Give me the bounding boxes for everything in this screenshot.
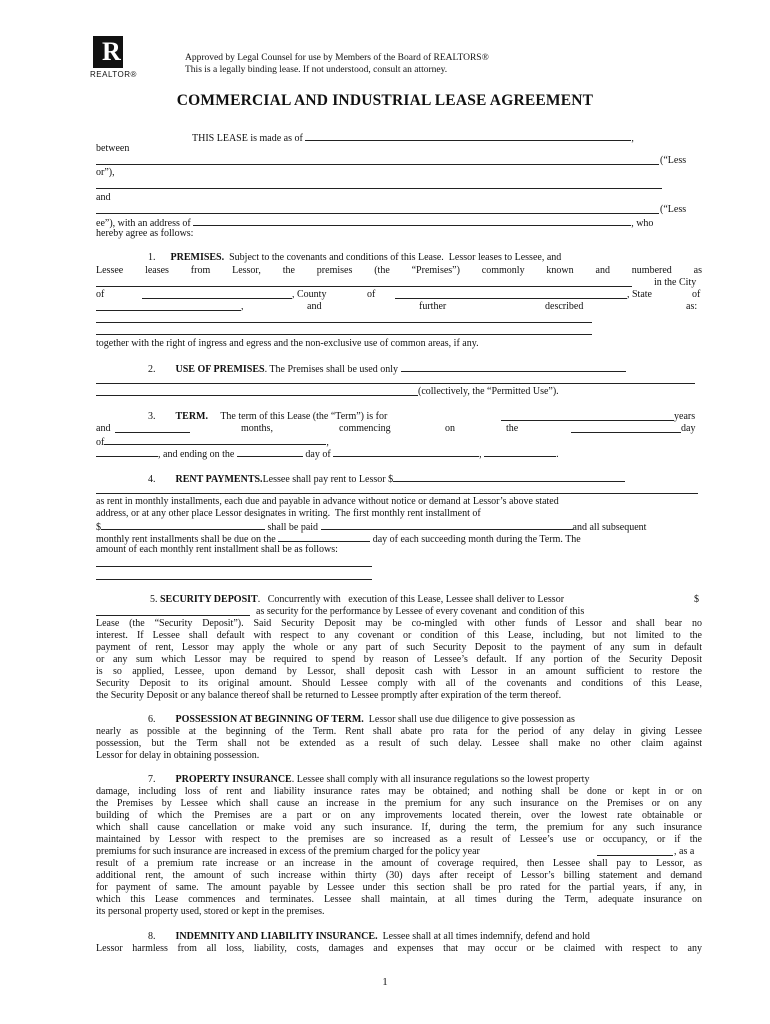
section-7-body-3: which shall cause cancellation or make void any such insurance. If, during the term, the premium for any such insurance xyxy=(96,822,702,833)
premises-description-blank-1[interactable] xyxy=(96,322,592,323)
use-blank-2[interactable] xyxy=(96,383,695,384)
as-word: as: xyxy=(686,301,698,312)
section-5-body-5: Security Deposit to its original amount. Should Lessee comply with all of the covenants and conditions of this Lease, xyxy=(96,678,702,689)
section-5-last: the Security Deposit or any balance thereof shall be returned to Lessee promptly after expiration of the term thereof. xyxy=(96,690,562,701)
section-4-l2: address, or at any other place Lessor designates in writing. The first monthly rent installment of xyxy=(96,508,481,519)
section-7-body2-0: result of a premium rate increase or an increase in the amount of coverage required, then Lessee shall pay to Lessor, as xyxy=(96,858,702,869)
end-month-blank[interactable] xyxy=(333,447,479,457)
section-7-body2-1: additional rent, the amount of such increase within thirty (30) days after receipt of Lessor’s billing statement and demand xyxy=(96,870,702,881)
approval-line-2: This is a legally binding lease. If not understood, consult an attorney. xyxy=(185,65,448,75)
together-line: together with the right of ingress and egress and the non-exclusive use of common areas, if any. xyxy=(96,338,479,349)
section-5-line: 5. SECURITY DEPOSIT. Concurrently with execution of this Lease, Lessee shall deliver to Lessor xyxy=(150,594,565,605)
and-label: and xyxy=(96,192,111,203)
lessee-quote: (“Less xyxy=(660,204,687,215)
section-7-line: 7. PROPERTY INSURANCE. Lessee shall comply with all insurance regulations so the lowest property xyxy=(148,774,590,785)
deposit-amount-blank[interactable] xyxy=(96,615,250,616)
end-year-blank[interactable] xyxy=(484,447,556,457)
commence-year-blank[interactable] xyxy=(96,447,158,457)
section-3-line: 3. TERM. The term of this Lease (the “Term”) is for xyxy=(148,411,388,422)
monthly-due-line: monthly rent installments shall be due on the day of each succeeding month during the Term. The xyxy=(96,534,581,545)
section-7-body-4: maintained by Lessor with respect to the premises are so increased as a result of Lessee’s use or occupancy, or if the xyxy=(96,834,702,845)
permitted-use-label: (collectively, the “Permitted Use”). xyxy=(418,386,559,397)
section-6-body-0: nearly as possible at the beginning of the Term. Rent shall abate pro rata for the period of any delay in giving Lessee xyxy=(96,726,702,737)
of-commence: of , xyxy=(96,437,329,448)
premises-address-blank[interactable] xyxy=(96,286,632,287)
day-label: day xyxy=(681,423,696,434)
section-5-body-4: is so applied, Lessee, upon demand by Lessor, shall deposit cash with Lessor in an amount sufficient to restore the xyxy=(96,666,702,677)
years-label: years xyxy=(674,411,696,422)
state-of-label: of xyxy=(692,289,701,300)
state-blank[interactable] xyxy=(96,310,241,311)
lessee-name-blank[interactable] xyxy=(96,213,659,214)
in-city-label: in the City xyxy=(654,277,697,288)
due-day-blank[interactable] xyxy=(278,532,370,542)
agree-line: hereby agree as follows: xyxy=(96,228,194,239)
section-6-last: Lessor for delay in obtaining possession. xyxy=(96,750,260,761)
use-blank-3[interactable] xyxy=(96,395,418,396)
county-of-label: of xyxy=(367,289,376,300)
section-7-body-0: damage, including loss of rent and liability insurance rates may be obtained; and nothing shall be done or kept in or on xyxy=(96,786,702,797)
section-1-line: 1. PREMISES. Subject to the covenants and conditions of this Lease. Lessor leases to Lessee, and xyxy=(148,252,562,263)
section-5-body-1: interest. If Lessee shall default with respect to any covenant or condition of this Lease, including, but not limited to the xyxy=(96,630,702,641)
section-1-line-2: Lessee leases from Lessor, the premises (the “Premises”) commonly known and numbered as xyxy=(96,265,702,276)
deposit-dollar: $ xyxy=(694,594,699,605)
rent-schedule-blank-1[interactable] xyxy=(96,566,372,567)
page-number: 1 xyxy=(382,976,388,988)
amount-line: amount of each monthly rent installment shall be as follows: xyxy=(96,544,338,555)
commence-month-blank[interactable] xyxy=(104,435,326,445)
realtor-logo xyxy=(90,36,146,84)
commence-day-blank[interactable] xyxy=(571,432,681,433)
section-5-body-3: or any sum which Lessor may be required to spend by reason of Lessee’s default. If any portion of the Security Deposit xyxy=(96,654,702,665)
county-blank[interactable] xyxy=(395,298,627,299)
between-label: between xyxy=(96,143,130,154)
section-2-line: 2. USE OF PREMISES. The Premises shall be used only xyxy=(148,362,626,376)
lessor-name-blank[interactable] xyxy=(96,164,659,165)
city-blank[interactable] xyxy=(142,298,292,299)
section-7-body2-2: for payment of same. The amount payable by Lessee under this section shall be pro rated for the partial years, if any, in xyxy=(96,882,702,893)
state-label: , State xyxy=(627,289,652,300)
first-rent-line: $ shall be paid and all subsequent xyxy=(96,522,647,533)
document-title: COMMERCIAL AND INDUSTRIAL LEASE AGREEMENT xyxy=(176,92,594,109)
ending-line: , and ending on the day of , . xyxy=(96,447,559,461)
approval-notice xyxy=(185,52,489,76)
on-label: on xyxy=(445,423,455,434)
section-4-l1: as rent in monthly installments, each due and payable in advance without notice or demand at Lessor’s above stated xyxy=(96,496,559,507)
realtor-wordmark: REALTOR® xyxy=(90,70,137,79)
commencing-label: commencing xyxy=(339,423,391,434)
section-7-last: its personal property used, stored or kept in the premises. xyxy=(96,906,325,917)
realtor-r-icon: R xyxy=(93,36,123,68)
premiums-line: premiums for such insurance are increased in excess of the premium charged for the policy year xyxy=(96,846,480,857)
term-months-blank[interactable] xyxy=(115,432,190,433)
end-day-blank[interactable] xyxy=(237,447,303,457)
further-word: further xyxy=(419,301,447,312)
section-5-l1: as security for the performance by Lessee of every covenant and condition of this xyxy=(256,606,585,617)
section-8-body-0: Lessor harmless from all loss, liability, costs, damages and expenses that may occur or be claimed with respect to any xyxy=(96,943,702,954)
lessee-address-line: ee”), with an address of , who xyxy=(96,218,654,229)
rent-schedule-blank-2[interactable] xyxy=(96,579,372,580)
the-label: the xyxy=(506,423,519,434)
premises-description-blank-2[interactable] xyxy=(96,334,592,335)
lessee-address-blank[interactable] xyxy=(193,216,631,226)
section-7-body2-3: which this Lease commences and terminates. Lessee shall maintain, at all times during the Term, adequate insurance on xyxy=(96,894,702,905)
comma: , xyxy=(241,301,244,312)
first-rent-date-blank[interactable] xyxy=(321,520,573,530)
section-7-body-1: the Premises by Lessee which shall cause an increase in the premium for any such insurance on the Premises or on any xyxy=(96,798,702,809)
lessor-quote-end: or”), xyxy=(96,167,115,178)
approval-line-1: Approved by Legal Counsel for use by Members of the Board of REALTORS® xyxy=(185,53,489,63)
and-word: and xyxy=(307,301,322,312)
section-5-body-0: Lease (the “Security Deposit”). Said Security Deposit may be co-mingled with other funds of Lessor and shall bear no xyxy=(96,618,702,629)
lease-date-blank[interactable] xyxy=(305,131,631,141)
use-blank[interactable] xyxy=(401,362,626,372)
first-rent-blank[interactable] xyxy=(101,520,265,530)
section-8-line: 8. INDEMNITY AND LIABILITY INSURANCE. Lessee shall at all times indemnify, defend and hold xyxy=(148,931,590,942)
intro-line: THIS LEASE is made as of , xyxy=(192,133,634,144)
policy-year-blank[interactable] xyxy=(597,855,673,856)
months-label: months, xyxy=(241,423,273,434)
section-7-body-2: building of which the Premises are a part or on any improvements located therein, over the lowest rate obtainable or xyxy=(96,810,702,821)
lessor-quote: (“Less xyxy=(660,155,687,166)
section-4-line: 4. RENT PAYMENTS.Lessee shall pay rent to Lessor $ xyxy=(148,472,625,486)
section-6-body-1: possession, but the Term shall not be extended as a result of such delay. Lessee shall make no other claim against xyxy=(96,738,702,749)
rent-amount-blank[interactable] xyxy=(393,472,625,482)
described-word: described xyxy=(545,301,584,312)
section-6-line: 6. POSSESSION AT BEGINNING OF TERM. Lessor shall use due diligence to give possession as xyxy=(148,714,575,725)
as-a-label: , as a xyxy=(674,846,695,857)
section-5-body-2: payment of rent, Lessor may apply the whole or any part of such Security Deposit to the payment of any sum in default xyxy=(96,642,702,653)
of-label: of xyxy=(96,289,105,300)
county-label: , County xyxy=(292,289,327,300)
rent-amount-blank-2[interactable] xyxy=(96,493,698,494)
term-years-blank[interactable] xyxy=(501,420,674,421)
term-and: and xyxy=(96,423,111,434)
blank-line[interactable] xyxy=(96,188,662,189)
